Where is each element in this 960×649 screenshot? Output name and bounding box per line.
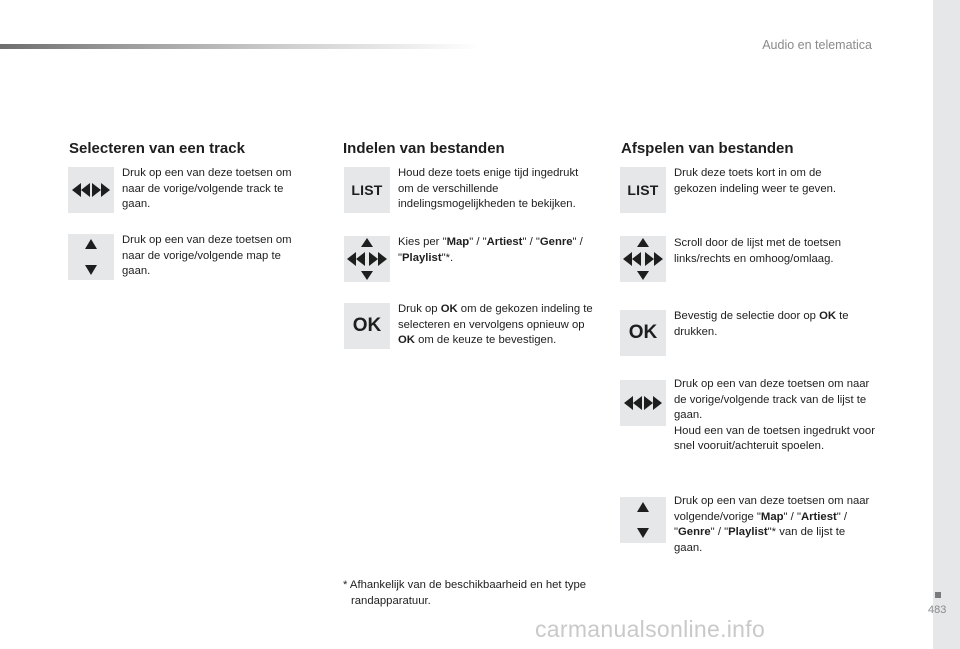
prev-next-arrows-icon	[622, 393, 664, 413]
choose-category-description: Kies per "Map" / "Artiest" / "Genre" / "Playlist"*.	[398, 236, 583, 264]
four-way-arrows-icon	[621, 237, 665, 281]
list-short-press-description: Druk deze toets kort in om de gekozen indeling weer te geven.	[674, 167, 837, 195]
watermark: carmanualsonline.info	[535, 616, 766, 642]
column-title-track: Selecteren van een track	[69, 140, 245, 157]
ok-confirm-description: Druk op OK om de gekozen indeling te selecteren en vervolgens opnieuw op OK om de keuze te bevestigen.	[398, 303, 593, 346]
list-button	[344, 167, 390, 213]
list-button-play	[620, 167, 666, 213]
ok-button-play	[620, 310, 666, 356]
ok-button-label: OK	[352, 315, 382, 336]
up-down-arrows-icon	[633, 500, 653, 540]
ok-button	[344, 303, 390, 349]
list-hold-description: Houd deze toets enige tijd ingedrukt om de verschillende indelingsmogelijkheden te bekijken.	[398, 167, 579, 210]
column-title-play: Afspelen van bestanden	[621, 140, 794, 157]
prev-next-button	[68, 167, 114, 213]
four-way-button	[344, 236, 390, 282]
page-number: 483	[928, 604, 947, 616]
section-header: Audio en telematica	[762, 38, 872, 52]
page-marker	[935, 592, 941, 598]
up-down-button	[68, 234, 114, 280]
prev-next-button-play	[620, 380, 666, 426]
category-list-description: Druk op een van deze toetsen om naar volgende/vorige "Map" / "Artiest" / "Genre" / "Playlist"* van de lijst te gaan.	[674, 495, 870, 554]
track-prev-next-description: Druk op een van deze toetsen om naar de vorige/volgende track te gaan.	[122, 167, 292, 210]
confirm-selection-description: Bevestig de selectie door op OK te drukken.	[674, 310, 849, 338]
folder-prev-next-description: Druk op een van deze toetsen om naar de vorige/volgende map te gaan.	[122, 234, 292, 277]
list-button-label: LIST	[627, 182, 659, 198]
footnote: * Afhankelijk van de beschikbaarheid en het type randapparatuur.	[343, 579, 587, 607]
up-down-arrows-icon	[81, 237, 101, 277]
list-button-label: LIST	[351, 182, 383, 198]
header-rule	[0, 44, 480, 49]
scroll-list-description: Scroll door de lijst met de toetsen links/rechts en omhoog/omlaag.	[674, 237, 842, 265]
track-list-description: Druk op een van deze toetsen om naar de vorige/volgende track van de lijst te gaan. Houd een van de toetsen ingedrukt voor snel vooruit/achteruit spoelen.	[674, 378, 875, 452]
ok-button-label: OK	[628, 322, 658, 343]
up-down-button-play	[620, 497, 666, 543]
prev-next-arrows-icon	[70, 180, 112, 200]
four-way-arrows-icon	[345, 237, 389, 281]
column-title-sort: Indelen van bestanden	[343, 140, 505, 157]
page-edge-bar	[933, 0, 960, 649]
four-way-button-play	[620, 236, 666, 282]
